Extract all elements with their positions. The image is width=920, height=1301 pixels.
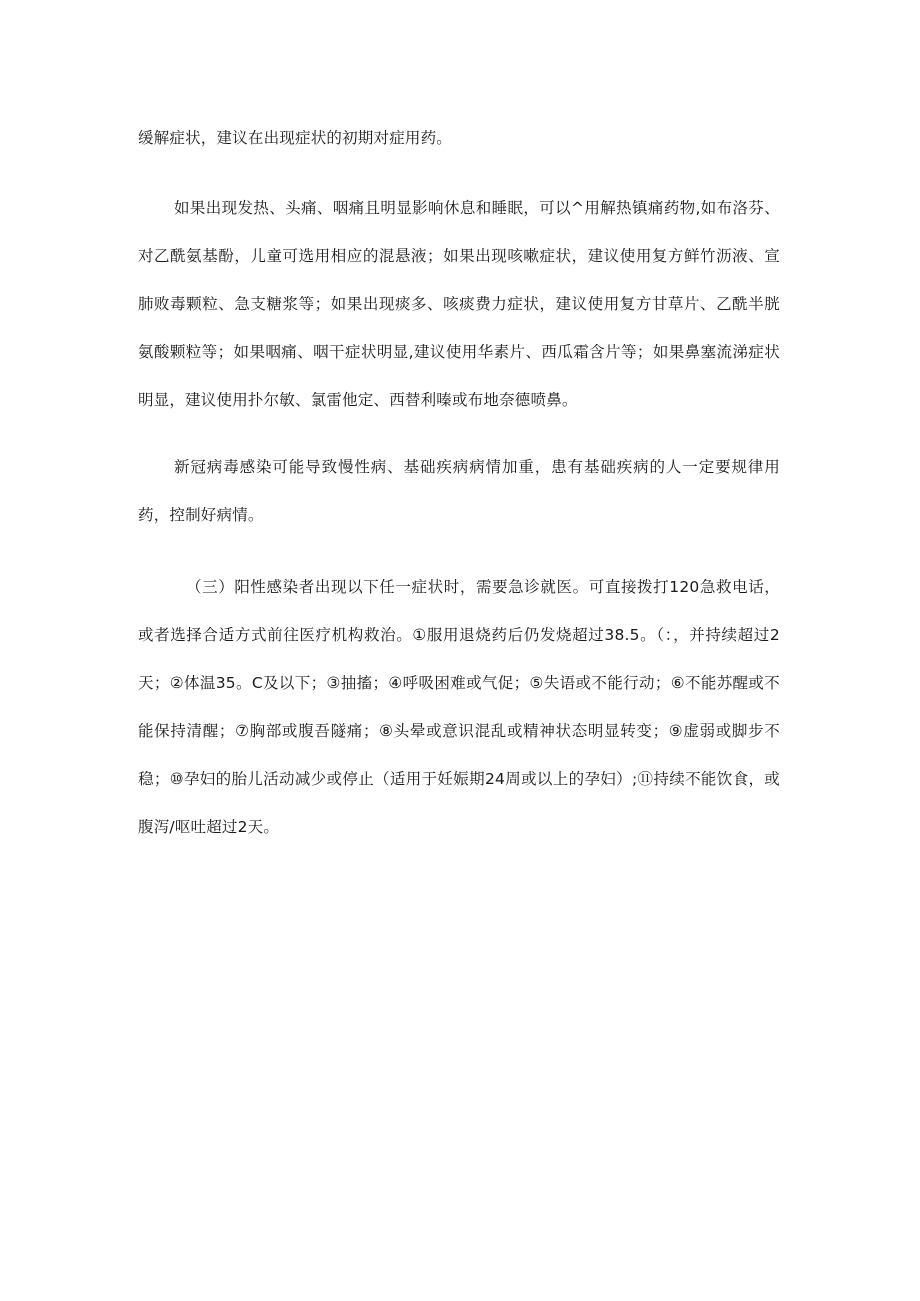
paragraph-emergency-care: （三）阳性感染者出现以下任一症状时，需要急诊就医。可直接拨打120急救电话，或者选择合适方式前往医疗机构救治。①服用退烧药后仍发烧超过38.5。（：，并持续超过2天；②体温35。C及以下；③抽搐；④呼吸困难或气促；⑤失语或不能行动；⑥不能苏醒或不能保持清醒；⑦胸部或腹吾隧痛；⑧头晕或意识混乱或精神状态明显转变；⑨虚弱或脚步不稳；⑩孕妇的胎儿活动减少或停止（适用于妊娠期24周或以上的孕妇）;⑪持续不能饮食，或腹泻/呕吐超过2天。 (138, 578, 780, 836)
paragraph-symptomatic-medication: 如果出现发热、头痛、咽痛且明显影响休息和睡眠，可以^用解热镇痛药物,如布洛芬、对乙酰氨基酚，儿童可选用相应的混悬液；如果出现咳嗽症状，建议使用复方鲜竹沥液、宣肺败毒颗粒、急支糖浆等；如果出现痰多、咳痰费力症状，建议使用复方甘草片、乙酰半胱氨酸颗粒等；如果咽痛、咽干症状明显,建议使用华素片、西瓜霜含片等；如果鼻塞流涕症状明显，建议使用扑尔敏、氯雷他定、西替利嗪或布地奈德喷鼻。 (138, 199, 780, 409)
paragraph-continuation: 缓解症状，建议在出现症状的初期对症用药。 (138, 129, 453, 147)
paragraph-chronic-disease: 新冠病毒感染可能导致慢性病、基础疾病病情加重，患有基础疾病的人一定要规律用药，控制好病情。 (138, 458, 780, 524)
